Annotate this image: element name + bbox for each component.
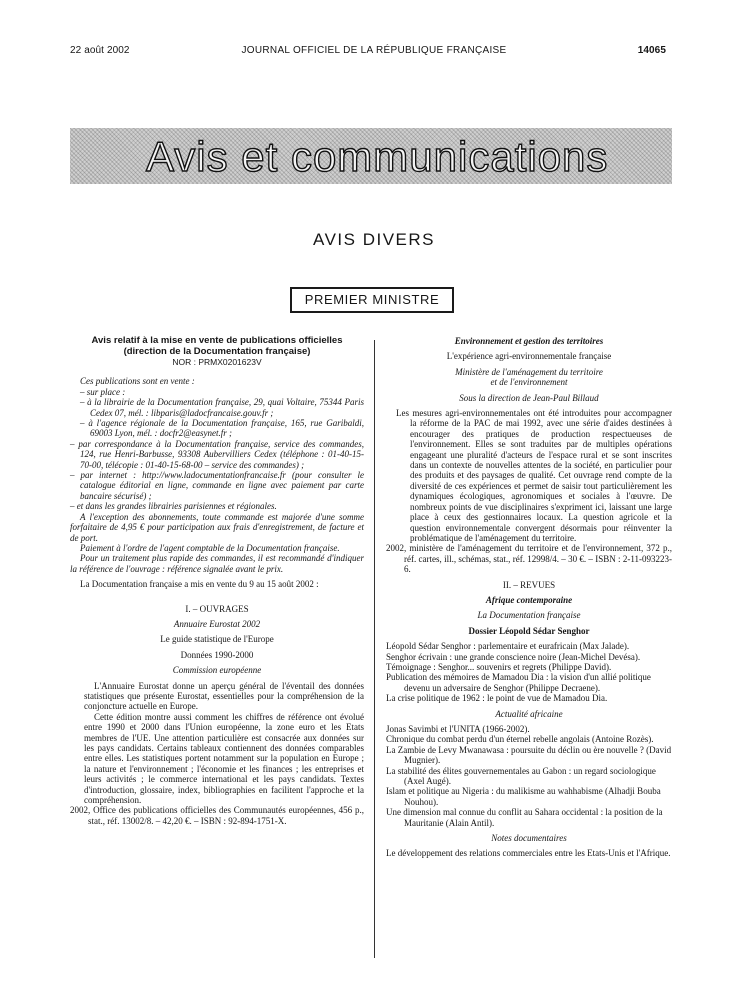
env-heading: Environnement et gestion des territoires: [454, 336, 604, 346]
left-column: [70, 336, 364, 826]
page-number: 14065: [637, 45, 666, 56]
journal-afrique: Afrique contemporaine: [485, 594, 573, 605]
sales-on-site: – sur place :: [80, 386, 126, 397]
sales-correspondence: – par correspondance à la Documentation française, service des commandes, 124, rue Henri-Barbusse, 93308 Aubervilliers Cedex (téléphone : 01-40-15-70-00, télécopie : 01-40-15-68-00 – service des commandes) ;: [70, 438, 364, 470]
right-column: [386, 336, 672, 859]
list-item: Témoignage : Senghor... souvenirs et regrets (Philippe David).: [386, 661, 612, 672]
env-book-title: L'expérience agri-environnementale française: [446, 351, 612, 362]
banner-title: Avis et communications: [146, 133, 609, 180]
payment-note: Paiement à l'ordre de l'agent comptable de la Documentation française.: [80, 542, 340, 553]
column-divider: [374, 340, 375, 958]
header-date: 22 août 2002: [70, 45, 130, 56]
list-item: La crise politique de 1962 : le point de vue de Mamadou Dia.: [386, 693, 608, 704]
list-item: Publication des mémoires de Mamadou Dia : la vision d'un allié politique devenu un adversaire de Senghor (Philippe Decraene).: [386, 672, 651, 693]
env-reference: 2002, ministère de l'aménagement du territoire et de l'environnement, 372 p., réf. cartes, ill., schémas, stat., réf. 12998/4. – 30 €. – ISBN : 2-11-093223-6.: [386, 543, 672, 575]
ordering-tip: Pour un traitement plus rapide des commandes, il est recommandé d'indiquer la référence de l'ouvrage : référence signalée avant le prix.: [70, 553, 364, 574]
list-item: Senghor écrivain : une grande conscience noire (Jean-Michel Devésa).: [386, 651, 641, 662]
nor-reference: NOR : PRMX0201623V: [172, 357, 262, 367]
notice-title-line1: Avis relatif à la mise en vente de publications officielles: [91, 335, 343, 346]
ministry-box: PREMIER MINISTRE: [290, 287, 454, 313]
env-description: Les mesures agri-environnementales ont été introduites pour accompagner la réforme de la PAC de mai 1992, avec une série d'aides destinées à encourager des pratiques de production respectueuses de l'environnement. Elles se sont traduites par de multiples opérations engageant une pluralité d'acteurs de l'espace rural et se sont inscrites dans un contexte de nouvelles attentes de la société, en particulier pour des produits et des paysages de qualité. Cet ouvrage rend compte de la diversité de ces expériences et permet de saisir tout particulièrement les dynamiques écologiques, agronomiques et sociales à l'œuvre. De nombreux points de vue disciplinaires s'expriment ici, laissant une large place à ceux des gestionnaires locaux. La question agricole et la question environnementale convergent désormais pour réinventer la problématique de l'aménagement du territoire.: [396, 408, 672, 543]
section-title: AVIS DIVERS: [313, 230, 435, 249]
env-ministry-line1: Ministère de l'aménagement du territoire: [455, 366, 603, 377]
sales-bookshops: – et dans les grandes librairies parisiennes et régionales.: [70, 501, 277, 512]
list-item: Une dimension mal connue du conflit au Sahara occidental : la position de la Mauritanie (Alain Antil).: [386, 807, 663, 828]
actualite-heading: Actualité africaine: [495, 708, 563, 719]
book-title: Annuaire Eurostat 2002: [173, 618, 261, 629]
sales-intro: Ces publications sont en vente :: [80, 376, 195, 387]
list-item: Le développement des relations commerciales entre les Etats-Unis et l'Afrique.: [386, 848, 671, 859]
book-author: Commission européenne: [172, 665, 262, 676]
book-description-1: L'Annuaire Eurostat donne un aperçu général de l'éventail des données statistiques que présente Eurostat, essentielles pour la compréhension de la conjoncture actuelle en Europe.: [84, 680, 364, 712]
list-item: La stabilité des élites gouvernementales au Gabon : un regard sociologique (Axel Augé).: [386, 765, 656, 787]
book-data-range: Données 1990-2000: [180, 649, 254, 660]
list-item: Chronique du combat perdu d'un éternel rebelle angolais (Antoine Rozès).: [386, 734, 654, 745]
notice-title-line2: (direction de la Documentation française): [123, 345, 311, 357]
list-item: La Zambie de Levy Mwanawasa : poursuite du déclin ou ère nouvelle ? (David Mugnier).: [386, 744, 672, 766]
sales-librairie: – à la librairie de la Documentation française, 29, quai Voltaire, 75344 Paris Cedex 07, mél. : libparis@ladocfrancaise.gouv.fr ;: [80, 397, 364, 418]
dossier-title: Dossier Léopold Sédar Senghor: [468, 625, 590, 636]
list-item: Léopold Sédar Senghor : parlementaire et eurafricain (Max Jalade).: [386, 641, 630, 652]
journal-title: JOURNAL OFFICIEL DE LA RÉPUBLIQUE FRANÇAISE: [241, 45, 507, 56]
section-revues: II. – REVUES: [502, 579, 556, 590]
sales-period: La Documentation française a mis en vente du 9 au 15 août 2002 :: [80, 579, 319, 590]
sales-agence: – à l'agence régionale de la Documentation française, 165, rue Garibaldi, 69003 Lyon, mél. : docfr2@easynet.fr ;: [80, 418, 364, 439]
list-item: Islam et politique au Nigeria : du malikisme au wahhabisme (Alhadji Bouba Nouhou).: [386, 786, 661, 807]
section-ouvrages: I. – OUVRAGES: [185, 603, 249, 614]
list-item: Jonas Savimbi et l'UNITA (1966-2002).: [386, 724, 530, 734]
notes-heading: Notes documentaires: [491, 833, 567, 844]
journal-publisher: La Documentation française: [477, 610, 581, 621]
dossier-articles: [386, 641, 672, 703]
sales-internet: – par internet : http://www.ladocumentationfrancaise.fr (pour consulter le catalogue éditorial en ligne, commande en ligne avec paiement par carte bancaire sécurisé) ;: [70, 470, 364, 501]
notes-articles: [386, 848, 672, 858]
book-reference: 2002, Office des publications officielles des Communautés européennes, 456 p., stat., réf. 13002/8. – 42,20 €. – ISBN : 92-894-1751-X.: [70, 805, 364, 826]
env-editor: Sous la direction de Jean-Paul Billaud: [459, 392, 599, 403]
shipping-fee: A l'exception des abonnements, toute commande est majorée d'une somme forfaitaire de 4,95 € pour participation aux frais d'enregistrement, de facture et de port.: [70, 511, 364, 543]
env-ministry-line2: et de l'environnement: [490, 377, 568, 388]
book-description-2: Cette édition montre aussi comment les chiffres de référence ont évolué entre 1990 et 2000 dans l'Union européenne, la zone euro et les Etats membres de l'UE. Une attention particulière est consacrée aux données sur les pays candidats. Certains tableaux contiennent des données comparables entre elles. Les statistiques portent notamment sur la population en Europe ; la nature et l'environnement ; l'économie et les finances ; les entreprises et leurs activités ; le commerce international et les pays candidats. Textes d'introduction, glossaire, index, bibliographies en facilitent l'approche et la compréhension.: [84, 711, 364, 806]
book-subtitle: Le guide statistique de l'Europe: [160, 634, 274, 645]
actualite-articles: [386, 724, 672, 828]
